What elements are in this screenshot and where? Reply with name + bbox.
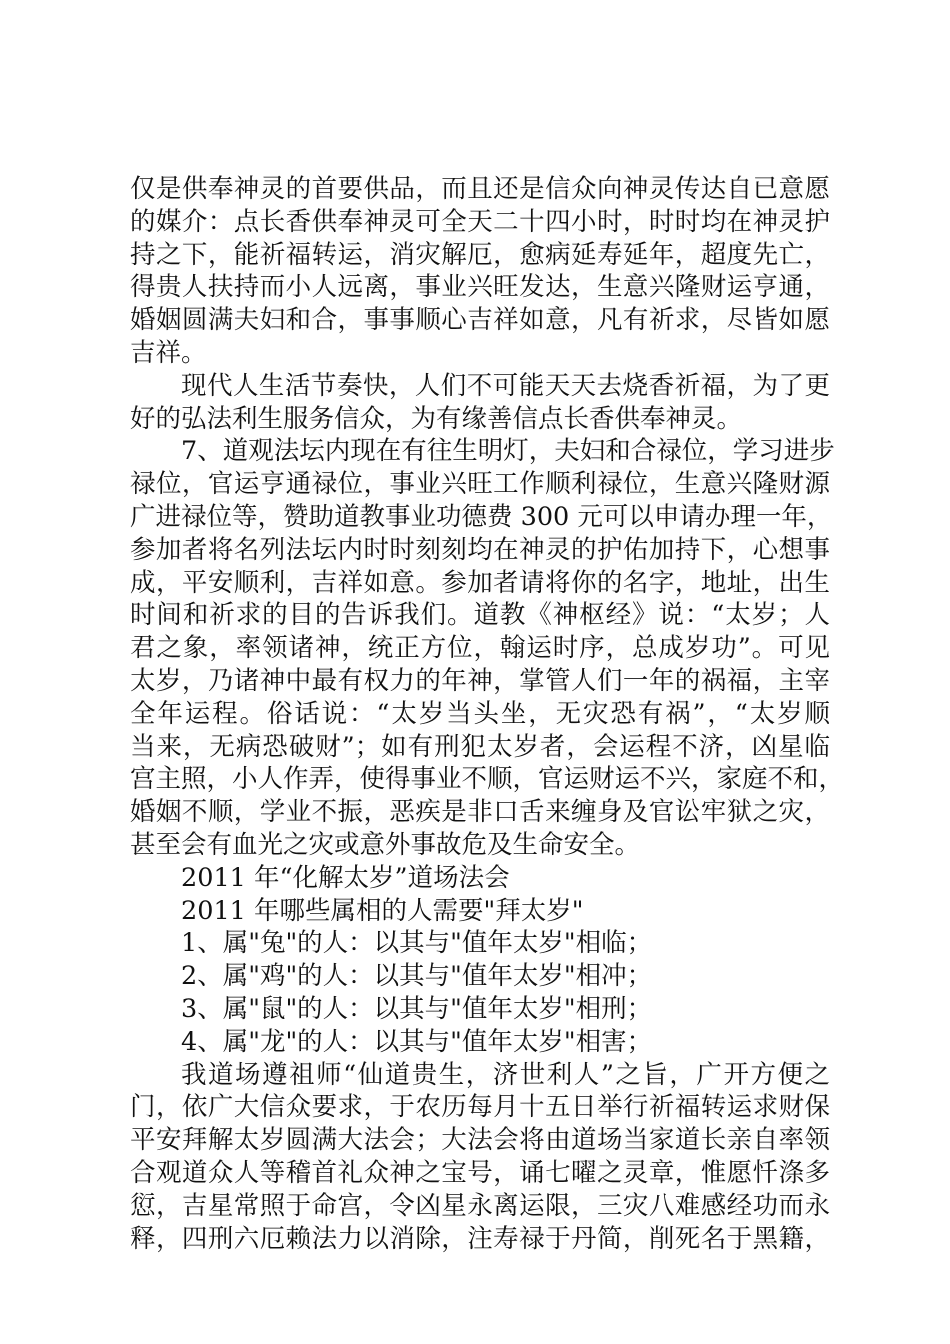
text-line: 得贵人扶持而小人远离，事业兴旺发达，生意兴隆财运亨通， <box>130 272 830 303</box>
text-line: 吉祥。 <box>130 337 207 368</box>
paragraph-first-line: 现代人生活节奏快，人们不可能天天去烧香祈福，为了更 <box>181 370 830 401</box>
text-line: 愆，吉星常照于命宫，令凶星永离运限，三灾八难感经功而永 <box>130 1190 830 1221</box>
list-item: 4、属"龙"的人：以其与"值年太岁"相害； <box>181 1026 653 1057</box>
text-line: 甚至会有血光之灾或意外事故危及生命安全。 <box>130 829 641 860</box>
text-line: 婚姻圆满夫妇和合，事事顺心吉祥如意，凡有祈求，尽皆如愿 <box>130 305 830 336</box>
list-item: 3、属"鼠"的人：以其与"值年太岁"相刑； <box>181 993 653 1024</box>
text-line: 君之象，率领诸神，统正方位，翰运时序，总成岁功”。可见 <box>130 633 830 664</box>
document-body <box>130 173 845 1255</box>
text-line: 合观道众人等稽首礼众神之宝号，诵七曜之灵章，惟愿忏涤多 <box>130 1157 830 1188</box>
text-line: 太岁，乃诸神中最有权力的年神，掌管人们一年的祸福，主宰 <box>130 665 830 696</box>
list-item: 1、属"兔"的人：以其与"值年太岁"相临； <box>181 928 653 959</box>
text-line: 当来，无病恐破财”；如有刑犯太岁者，会运程不济，凶星临 <box>130 731 830 762</box>
section-heading: 2011 年“化解太岁”道场法会 <box>181 862 510 893</box>
text-line: 时间和祈求的目的告诉我们。道教《神枢经》说：“太岁；人 <box>130 600 830 631</box>
text-line: 的媒介：点长香供奉神灵可全天二十四小时，时时均在神灵护 <box>130 206 830 237</box>
text-line: 门，依广大信众要求，于农历每月十五日举行祈福转运求财保 <box>130 1092 830 1123</box>
text-line: 仅是供奉神灵的首要供品，而且还是信众向神灵传达自已意愿 <box>130 174 830 204</box>
text-line: 平安拜解太岁圆满大法会；大法会将由道场当家道长亲自率领 <box>130 1125 830 1156</box>
text-line: 释，四刑六厄赖法力以消除，注寿禄于丹简，削死名于黑籍， <box>130 1223 830 1254</box>
paragraph-first-line: 我道场遵祖师“仙道贵生，济世利人”之旨，广开方便之 <box>181 1059 830 1090</box>
text-line: 持之下，能祈福转运，消灾解厄，愈病延寿延年，超度先亡， <box>130 239 830 270</box>
text-line: 全年运程。俗话说：“太岁当头坐，无灾恐有祸”，“太岁顺 <box>130 698 830 729</box>
text-line: 广进禄位等，赞助道教事业功德费 300 元可以申请办理一年， <box>130 501 833 532</box>
text-line: 婚姻不顺，学业不振，恶疾是非口舌来缠身及官讼牢狱之灾， <box>130 797 830 828</box>
text-line: 宫主照，小人作弄，使得事业不顺，官运财运不兴，家庭不和， <box>130 764 845 795</box>
paragraph-first-line: 7、道观法坛内现在有往生明灯，夫妇和合禄位，学习进步 <box>181 436 835 467</box>
list-item: 2、属"鸡"的人：以其与"值年太岁"相冲； <box>181 961 653 992</box>
text-line: 禄位，官运亨通禄位，事业兴旺工作顺利禄位，生意兴隆财源 <box>130 469 830 500</box>
text-line: 成，平安顺利，吉祥如意。参加者请将你的名字，地址，出生 <box>130 567 830 598</box>
section-heading: 2011 年哪些属相的人需要"拜太岁" <box>181 895 584 926</box>
text-line: 参加者将名列法坛内时时刻刻均在神灵的护佑加持下，心想事 <box>130 534 830 565</box>
text-line: 好的弘法利生服务信众，为有缘善信点长香供奉神灵。 <box>130 403 743 434</box>
